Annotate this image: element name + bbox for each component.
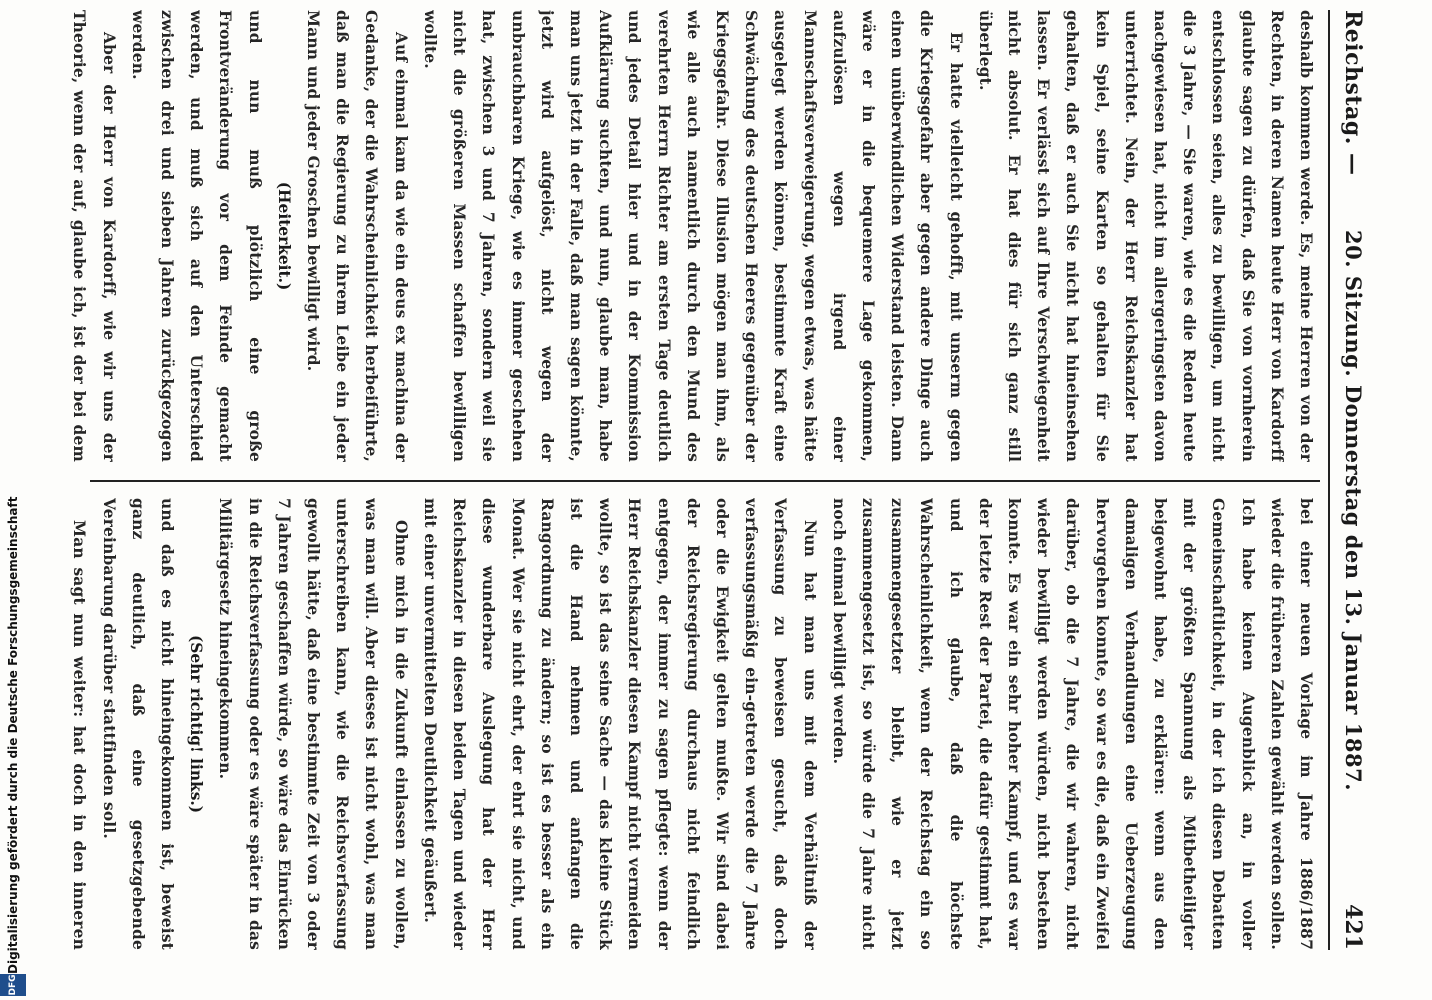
paragraph: Aber der Herr von Kardorff, wie wir uns der Theorie, wenn der auf, glaube ich, ist der bei dem [70, 10, 118, 462]
header-session-date: 20. Sitzung. Donnerstag den 13. Januar 1887. [1341, 230, 1366, 792]
header-rule [1328, 10, 1330, 950]
paragraph: Man sagt nun weiter: hat doch in den inneren [70, 520, 89, 950]
page-number: 421 [1340, 904, 1366, 950]
header-title: Reichstag. — [1340, 10, 1366, 176]
column-right [60, 498, 1320, 950]
paragraph: deshalb kommen werde. Es, meine Herren von der Rechten, in deren Namen heute Herr von Kardorff glaubte sagen zu dürfen, daß Sie von vornherein entschlossen seien, alles zu bewilligen, um nicht die 3 Jahre, — Sie waren, wie es die Reden heute nachgewiesen hat, nicht im allergeringsten davon unterrichtet. Nein, der Herr Reichskanzler hat kein Spiel, seine Karten so gehalten für Sie gehalten, daß er auch Sie nicht hat hineinsehen lassen. Er verlässt sich auf Ihre Verschwiegenheit nicht absolut. Er hat dies für sich ganz still überlegt. [975, 10, 1315, 462]
paragraph: Nun hat man uns mit dem Verhältniß der Verfassung zu beweisen gesucht, daß doch verfassungsmäßig ein-getreten werde die 7 Jahre oder die Ewigkeit gelten mußte. Wir sind dabei der Reichsregierung durchaus nicht feindlich entgegen, der immer zu sagen pflegte: wenn der Herr Reichskanzler diesen Kampf nicht vermeiden wollte, so ist das seine Sache — das kleine Stück ist die Hand nehmen und anfangen die Rangordnung zu ändern; so ist es besser als ein Monat. Wer sie nicht ehrt, der ehrt sie nicht, und diese wunderbare Auslegung hat der Herr Reichskanzler in diesen beiden Tagen und wieder mit einer unvermittelten Deutlichkeit geäußert. [420, 498, 819, 950]
credit-text: Digitalisierung gefördert durch die Deutsche Forschungsgemeinschaft [6, 496, 20, 974]
interjection: (Heiterkeit.) [274, 181, 293, 291]
interjection: (Sehr richtig! links.) [187, 634, 206, 814]
page-header [1332, 10, 1372, 950]
paragraph: bei einer neuen Vorlage im Jahre 1886/1887 wieder die früheren Zahlen gewählt werden sollen. Ich habe keinen Augenblick an, in voller Gemeinschaftlichkeit, in der ich diesen Debatten mit der größten Spannung als Mitbetheiligter beigewohnt habe, zu erklären: wenn aus den damaligen Verhandlungen eine Ueberzeugung hervorgehen konnte, so war es die, daß ein Zweifel darüber, ob die 7 Jahre, die wir wahren, nicht wieder bewilligt werden würden, nicht bestehen konnte. Es war ein sehr hoher Kampf, und es war der letzte Rest der Partei, die dafür gestimmt hat, und ich glaube, daß die höchste Wahrscheinlichkeit, wenn der Reichstag ein so zusammengesetzter bleibt, wie er jetzt zusammengesetzt ist, so würde die 7 Jahre nicht noch einmal bewilligt werden. [829, 498, 1315, 950]
paragraph: und nun muß plötzlich eine große Frontveränderung vor dem Feinde gemacht werden, und muß sich auf den Unterschied zwischen drei und sieben Jahren zurückgezogen werden. [128, 10, 264, 462]
paragraph: Er hatte vielleicht gehofft, mit unserm gegen die Kriegsgefahr aber gegen andere Dinge auch einen unüberwindlichen Widerstand leisten. Dann wäre er in die bequemere Lage gekommen, aufzulösen wegen irgend einer Mannschaftsverweigerung, wegen etwas, was hätte ausgelegt werden können, bestimmte Kraft eine Schwächung des deutschen Heeres gegenüber der Kriegsgefahr. Diese Illusion mögen man ihm, als wie alle auch namentlich durch den Mund des verehrten Herrn Richter am ersten Tage deutlich und jedes Detail hier und in der Kommission Aufklärung suchten, und nun, glaube man, habe man uns jetzt in der Falle, daß man sagen könnte, jetzt wird aufgelöst, nicht wegen der unbrauchbaren Kriege, wie es immer geschehen hat, zwischen 3 und 7 Jahren, sondern weil sie nicht die größeren Massen schaffen bewilligen wollte. [420, 10, 965, 462]
column-divider [90, 480, 1320, 482]
paragraph: und daß es nicht hineingekommen ist, beweist ganz deutlich, daß eine gesetzgebende Vereinbarung darüber stattfinden soll. [99, 498, 177, 950]
column-left [60, 10, 1320, 462]
paragraph: Ohne mich in die Zukunft einlassen zu wollen, was man will. Aber dieses ist nicht wohl, was man unterschreiben kann, wie die Reichsverfassung gewollt hätte, daß eine bestimmte Zeit von 3 oder 7 Jahren geschaffen würde, so wäre das Einrücken in die Reichsverfassung oder es wäre später in das Militärgesetz hineingekommen. [216, 498, 410, 950]
digitization-credit [6, 8, 26, 988]
rotated-page-body [47, 10, 1372, 950]
paragraph: Auf einmal kam da wie ein deus ex machina der Gedanke, der die Wahrscheinlichkeit herbeiführte, daß man die Regierung zu ihrem Leibe ein jeder Mann und jeder Groschen bewilligt wird. [304, 10, 410, 462]
dfg-logo: DFG [0, 974, 26, 996]
